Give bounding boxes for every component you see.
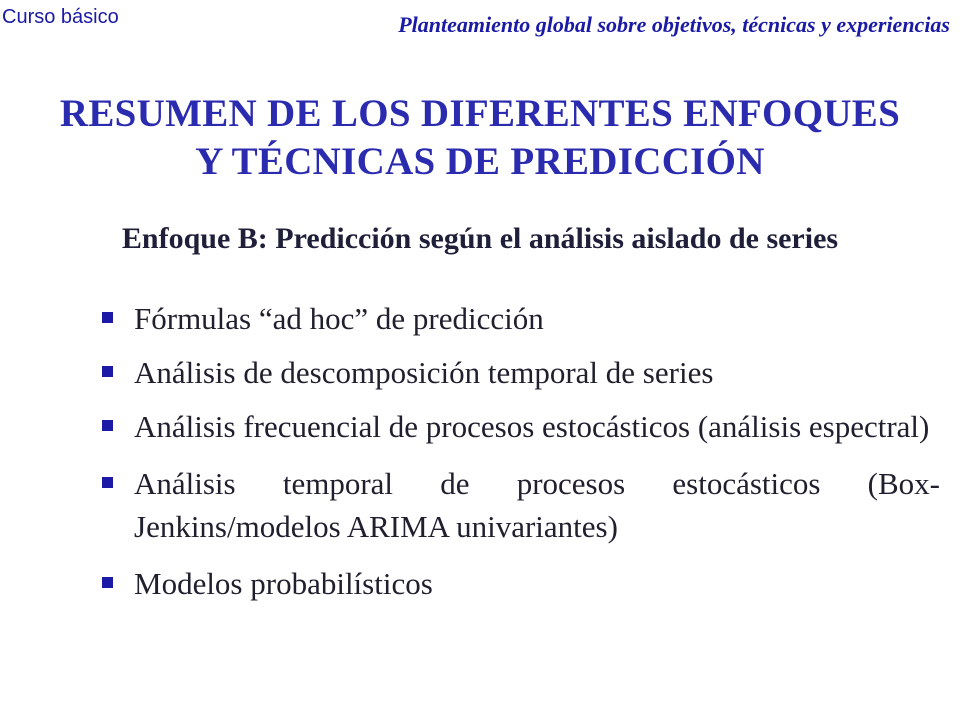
- list-item-text: Análisis frecuencial de procesos estocásticos (análisis espectral): [134, 409, 930, 444]
- list-item: [100, 297, 940, 340]
- list-item: [100, 562, 940, 605]
- square-bullet-icon: [102, 312, 113, 323]
- course-label: Curso básico: [2, 6, 119, 28]
- slide-title: [0, 90, 960, 186]
- square-bullet-icon: [102, 420, 113, 431]
- section-heading: Enfoque B: Predicción según el análisis aislado de series: [121, 222, 839, 255]
- list-item: [100, 351, 940, 394]
- list-item-text: Modelos probabilísticos: [134, 566, 433, 601]
- list-item-text: Fórmulas “ad hoc” de predicción: [134, 301, 544, 336]
- slide-title-line-1: RESUMEN DE LOS DIFERENTES ENFOQUES: [59, 92, 901, 135]
- list-item-text: Análisis temporal de procesos estocásticos (Box-Jenkins/modelos ARIMA univariantes): [134, 466, 940, 544]
- square-bullet-icon: [102, 477, 113, 488]
- header-subtitle: Planteamiento global sobre objetivos, técnicas y experiencias: [398, 12, 950, 37]
- list-item-text: Análisis de descomposición temporal de series: [134, 355, 714, 390]
- list-item: [100, 462, 940, 548]
- square-bullet-icon: [102, 577, 113, 588]
- list-item: [100, 405, 940, 448]
- square-bullet-icon: [102, 366, 113, 377]
- bullet-list: [100, 297, 940, 616]
- slide-title-line-2: Y TÉCNICAS DE PREDICCIÓN: [195, 140, 765, 183]
